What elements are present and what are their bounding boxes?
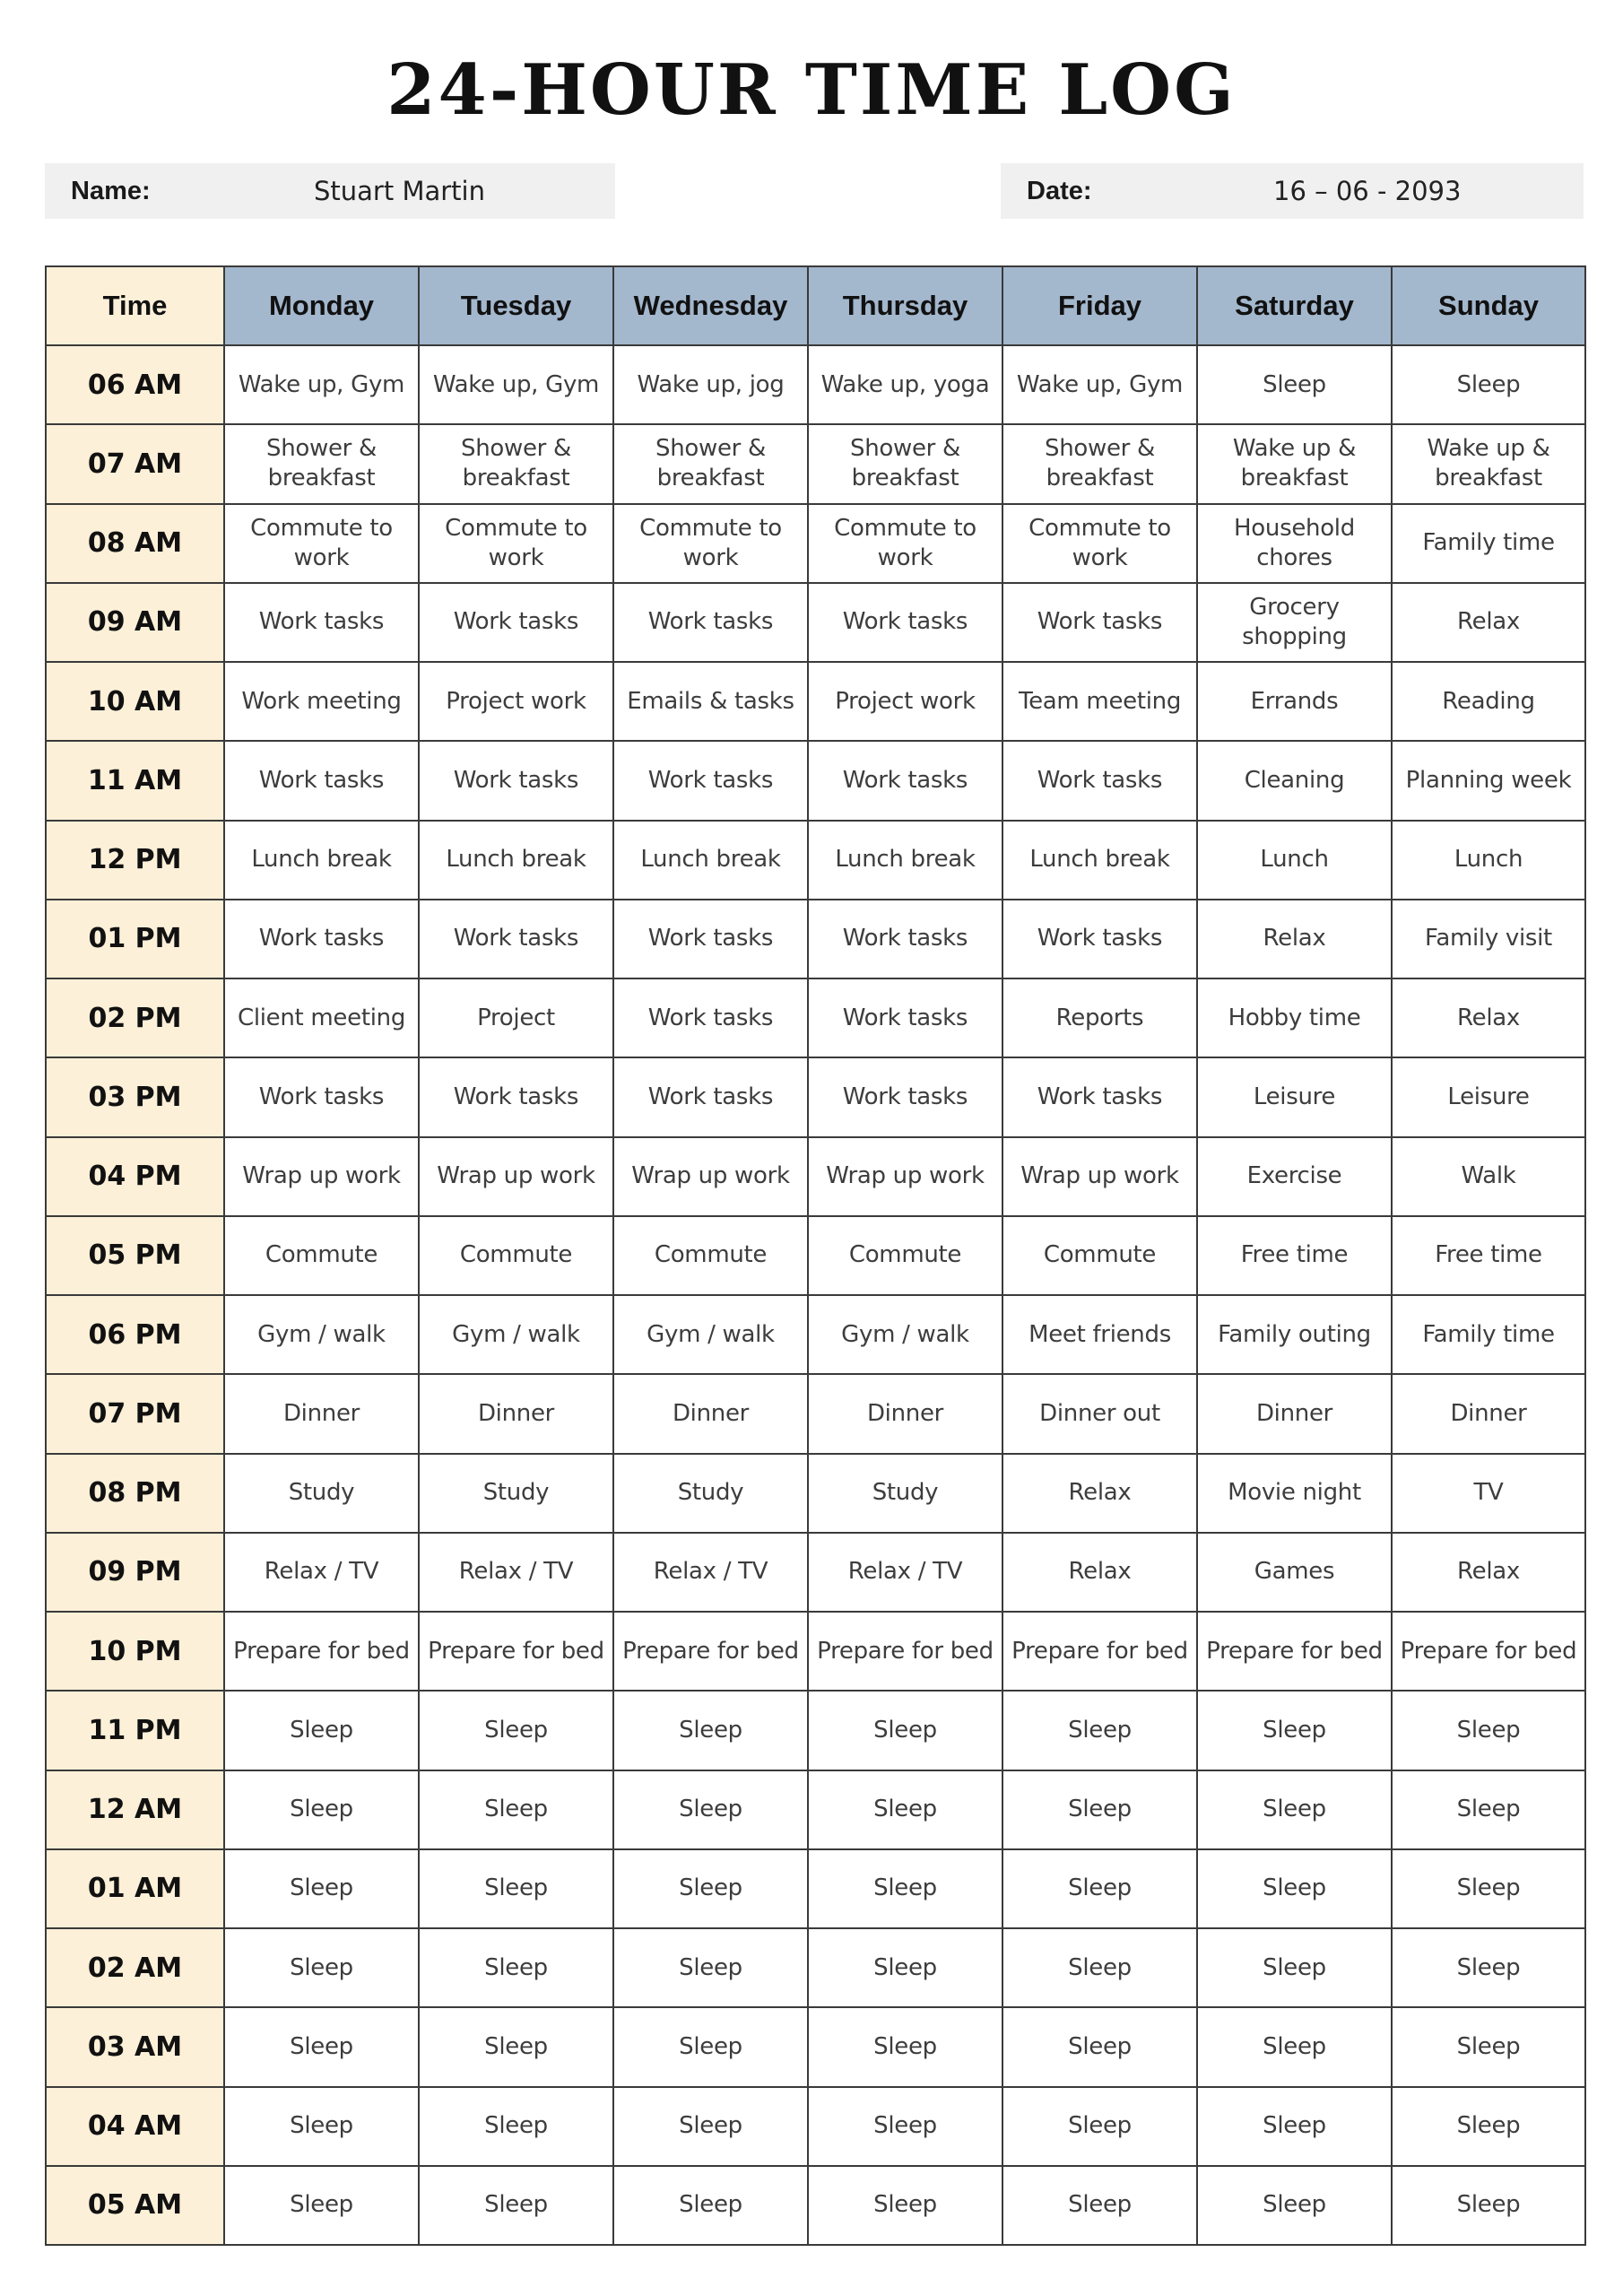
activity-cell: Work tasks [1002, 583, 1197, 662]
activity-cell: Study [613, 1454, 808, 1533]
activity-cell: Lunch [1197, 821, 1392, 900]
activity-cell: Sleep [1002, 1849, 1197, 1928]
date-value: 16 – 06 - 2093 [1273, 176, 1462, 206]
time-slot-label: 02 AM [46, 1928, 224, 2007]
activity-cell: Sleep [1002, 2166, 1197, 2245]
activity-cell: Wake up & breakfast [1392, 424, 1585, 503]
activity-cell: Dinner [419, 1374, 613, 1453]
time-log-table [45, 265, 1586, 2246]
activity-cell: Sleep [808, 2166, 1002, 2245]
activity-cell: Work tasks [1002, 900, 1197, 978]
activity-cell: Commute to work [808, 504, 1002, 583]
table-row [46, 504, 1585, 583]
activity-cell: Sleep [808, 1691, 1002, 1770]
activity-cell: Free time [1392, 1216, 1585, 1295]
name-label: Name: [71, 176, 151, 205]
activity-cell: Project [419, 978, 613, 1057]
activity-cell: Commute [419, 1216, 613, 1295]
activity-cell: Sleep [613, 1691, 808, 1770]
activity-cell: Project work [808, 662, 1002, 741]
activity-cell: Dinner [224, 1374, 419, 1453]
activity-cell: Sleep [1002, 1770, 1197, 1849]
table-row [46, 1454, 1585, 1533]
activity-cell: Sleep [1197, 1770, 1392, 1849]
table-row [46, 1849, 1585, 1928]
activity-cell: Wrap up work [419, 1137, 613, 1216]
table-row [46, 1137, 1585, 1216]
activity-cell: Relax / TV [613, 1533, 808, 1612]
activity-cell: Work tasks [613, 978, 808, 1057]
time-column-header: Time [46, 266, 224, 345]
activity-cell: Lunch [1392, 821, 1585, 900]
activity-cell: Movie night [1197, 1454, 1392, 1533]
activity-cell: Sleep [1197, 2166, 1392, 2245]
table-row [46, 1057, 1585, 1136]
activity-cell: Work tasks [224, 1057, 419, 1136]
day-header-friday: Friday [1002, 266, 1197, 345]
activity-cell: Sleep [613, 2087, 808, 2166]
activity-cell: Commute to work [419, 504, 613, 583]
time-slot-label: 01 PM [46, 900, 224, 978]
activity-cell: Client meeting [224, 978, 419, 1057]
activity-cell: Sleep [808, 1770, 1002, 1849]
activity-cell: Lunch break [1002, 821, 1197, 900]
activity-cell: Sleep [224, 1770, 419, 1849]
activity-cell: Work tasks [808, 583, 1002, 662]
activity-cell: Relax [1197, 900, 1392, 978]
activity-cell: Sleep [419, 2007, 613, 2086]
time-slot-label: 08 AM [46, 504, 224, 583]
table-row [46, 1928, 1585, 2007]
time-slot-label: 01 AM [46, 1849, 224, 1928]
activity-cell: Shower & breakfast [419, 424, 613, 503]
activity-cell: Sleep [1392, 1849, 1585, 1928]
table-row [46, 2166, 1585, 2245]
time-slot-label: 09 AM [46, 583, 224, 662]
activity-cell: Meet friends [1002, 1295, 1197, 1374]
time-slot-label: 06 AM [46, 345, 224, 424]
activity-cell: Commute [224, 1216, 419, 1295]
table-row [46, 345, 1585, 424]
activity-cell: Wake up, yoga [808, 345, 1002, 424]
activity-cell: Sleep [419, 1849, 613, 1928]
activity-cell: Lunch break [419, 821, 613, 900]
activity-cell: Family time [1392, 1295, 1585, 1374]
activity-cell: Work tasks [613, 1057, 808, 1136]
day-header-sunday: Sunday [1392, 266, 1585, 345]
activity-cell: Sleep [419, 1770, 613, 1849]
activity-cell: Work tasks [808, 1057, 1002, 1136]
activity-cell: Prepare for bed [1197, 1612, 1392, 1691]
activity-cell: Sleep [613, 2007, 808, 2086]
activity-cell: Leisure [1197, 1057, 1392, 1136]
activity-cell: Sleep [419, 2087, 613, 2166]
activity-cell: Lunch break [613, 821, 808, 900]
activity-cell: Sleep [1002, 1691, 1197, 1770]
activity-cell: Sleep [1197, 345, 1392, 424]
activity-cell: Reports [1002, 978, 1197, 1057]
activity-cell: Sleep [613, 1770, 808, 1849]
activity-cell: Dinner [1392, 1374, 1585, 1453]
activity-cell: Sleep [224, 1849, 419, 1928]
time-slot-label: 03 AM [46, 2007, 224, 2086]
table-row [46, 1295, 1585, 1374]
time-slot-label: 06 PM [46, 1295, 224, 1374]
table-row [46, 1533, 1585, 1612]
activity-cell: Sleep [808, 1849, 1002, 1928]
activity-cell: Work tasks [419, 583, 613, 662]
day-header-tuesday: Tuesday [419, 266, 613, 345]
activity-cell: Walk [1392, 1137, 1585, 1216]
activity-cell: Sleep [419, 1691, 613, 1770]
table-row [46, 662, 1585, 741]
time-slot-label: 04 PM [46, 1137, 224, 1216]
activity-cell: Relax [1392, 583, 1585, 662]
activity-cell: Sleep [1392, 2007, 1585, 2086]
activity-cell: Wake up, Gym [1002, 345, 1197, 424]
time-slot-label: 07 PM [46, 1374, 224, 1453]
activity-cell: Commute to work [224, 504, 419, 583]
activity-cell: Dinner [613, 1374, 808, 1453]
activity-cell: Leisure [1392, 1057, 1585, 1136]
activity-cell: Wrap up work [808, 1137, 1002, 1216]
activity-cell: Commute to work [613, 504, 808, 583]
activity-cell: Prepare for bed [419, 1612, 613, 1691]
activity-cell: Sleep [224, 2166, 419, 2245]
activity-cell: Wrap up work [613, 1137, 808, 1216]
activity-cell: TV [1392, 1454, 1585, 1533]
table-row [46, 2087, 1585, 2166]
table-row [46, 1612, 1585, 1691]
activity-cell: Lunch break [224, 821, 419, 900]
activity-cell: Sleep [419, 1928, 613, 2007]
activity-cell: Dinner [808, 1374, 1002, 1453]
activity-cell: Wake up, jog [613, 345, 808, 424]
activity-cell: Team meeting [1002, 662, 1197, 741]
activity-cell: Commute [1002, 1216, 1197, 1295]
day-header-wednesday: Wednesday [613, 266, 808, 345]
activity-cell: Grocery shopping [1197, 583, 1392, 662]
page-title: 24-HOUR TIME LOG [386, 49, 1237, 131]
activity-cell: Sleep [1197, 2087, 1392, 2166]
activity-cell: Relax / TV [808, 1533, 1002, 1612]
name-field [45, 163, 615, 219]
activity-cell: Work tasks [613, 583, 808, 662]
activity-cell: Family visit [1392, 900, 1585, 978]
table-body [46, 345, 1585, 2245]
activity-cell: Household chores [1197, 504, 1392, 583]
activity-cell: Exercise [1197, 1137, 1392, 1216]
activity-cell: Wake up, Gym [419, 345, 613, 424]
activity-cell: Commute to work [1002, 504, 1197, 583]
activity-cell: Sleep [1197, 1691, 1392, 1770]
activity-cell: Work tasks [419, 1057, 613, 1136]
activity-cell: Sleep [1197, 1928, 1392, 2007]
activity-cell: Dinner out [1002, 1374, 1197, 1453]
table-row [46, 424, 1585, 503]
activity-cell: Hobby time [1197, 978, 1392, 1057]
activity-cell: Work tasks [808, 978, 1002, 1057]
activity-cell: Sleep [808, 1928, 1002, 2007]
activity-cell: Prepare for bed [1392, 1612, 1585, 1691]
table-row [46, 821, 1585, 900]
activity-cell: Commute [613, 1216, 808, 1295]
activity-cell: Sleep [808, 2087, 1002, 2166]
time-slot-label: 02 PM [46, 978, 224, 1057]
activity-cell: Sleep [1002, 1928, 1197, 2007]
day-header-monday: Monday [224, 266, 419, 345]
time-slot-label: 11 AM [46, 741, 224, 820]
activity-cell: Work tasks [1002, 1057, 1197, 1136]
activity-cell: Project work [419, 662, 613, 741]
activity-cell: Sleep [224, 1928, 419, 2007]
time-slot-label: 10 AM [46, 662, 224, 741]
table-row [46, 1691, 1585, 1770]
table-row [46, 1216, 1585, 1295]
activity-cell: Sleep [1002, 2007, 1197, 2086]
activity-cell: Study [808, 1454, 1002, 1533]
time-slot-label: 03 PM [46, 1057, 224, 1136]
table-row [46, 1770, 1585, 1849]
table-row [46, 583, 1585, 662]
day-header-thursday: Thursday [808, 266, 1002, 345]
activity-cell: Shower & breakfast [613, 424, 808, 503]
activity-cell: Work tasks [224, 741, 419, 820]
table-row [46, 978, 1585, 1057]
activity-cell: Shower & breakfast [808, 424, 1002, 503]
activity-cell: Relax [1392, 978, 1585, 1057]
activity-cell: Work meeting [224, 662, 419, 741]
activity-cell: Work tasks [613, 900, 808, 978]
activity-cell: Prepare for bed [1002, 1612, 1197, 1691]
activity-cell: Planning week [1392, 741, 1585, 820]
activity-cell: Shower & breakfast [224, 424, 419, 503]
date-field [1001, 163, 1584, 219]
activity-cell: Family time [1392, 504, 1585, 583]
activity-cell: Sleep [1197, 2007, 1392, 2086]
activity-cell: Commute [808, 1216, 1002, 1295]
activity-cell: Relax [1002, 1454, 1197, 1533]
activity-cell: Shower & breakfast [1002, 424, 1197, 503]
activity-cell: Prepare for bed [808, 1612, 1002, 1691]
activity-cell: Relax [1392, 1533, 1585, 1612]
activity-cell: Wrap up work [1002, 1137, 1197, 1216]
time-slot-label: 04 AM [46, 2087, 224, 2166]
activity-cell: Sleep [224, 2007, 419, 2086]
activity-cell: Sleep [1392, 1928, 1585, 2007]
activity-cell: Sleep [1392, 1770, 1585, 1849]
activity-cell: Gym / walk [613, 1295, 808, 1374]
activity-cell: Relax [1002, 1533, 1197, 1612]
activity-cell: Wake up, Gym [224, 345, 419, 424]
activity-cell: Games [1197, 1533, 1392, 1612]
activity-cell: Work tasks [419, 741, 613, 820]
activity-cell: Emails & tasks [613, 662, 808, 741]
day-header-saturday: Saturday [1197, 266, 1392, 345]
activity-cell: Lunch break [808, 821, 1002, 900]
activity-cell: Wake up & breakfast [1197, 424, 1392, 503]
activity-cell: Sleep [224, 1691, 419, 1770]
activity-cell: Free time [1197, 1216, 1392, 1295]
name-value: Stuart Martin [314, 176, 485, 206]
activity-cell: Wrap up work [224, 1137, 419, 1216]
activity-cell: Cleaning [1197, 741, 1392, 820]
time-slot-label: 09 PM [46, 1533, 224, 1612]
activity-cell: Sleep [613, 2166, 808, 2245]
time-slot-label: 05 AM [46, 2166, 224, 2245]
activity-cell: Work tasks [1002, 741, 1197, 820]
activity-cell: Work tasks [808, 741, 1002, 820]
table-row [46, 900, 1585, 978]
table-row [46, 741, 1585, 820]
activity-cell: Prepare for bed [613, 1612, 808, 1691]
activity-cell: Dinner [1197, 1374, 1392, 1453]
table-header [46, 266, 1585, 345]
activity-cell: Relax / TV [419, 1533, 613, 1612]
activity-cell: Work tasks [419, 900, 613, 978]
activity-cell: Gym / walk [224, 1295, 419, 1374]
activity-cell: Study [224, 1454, 419, 1533]
activity-cell: Study [419, 1454, 613, 1533]
activity-cell: Sleep [1392, 2166, 1585, 2245]
activity-cell: Sleep [1392, 2087, 1585, 2166]
time-slot-label: 10 PM [46, 1612, 224, 1691]
activity-cell: Gym / walk [419, 1295, 613, 1374]
table-row [46, 1374, 1585, 1453]
activity-cell: Sleep [1392, 345, 1585, 424]
activity-cell: Sleep [1002, 2087, 1197, 2166]
time-slot-label: 07 AM [46, 424, 224, 503]
activity-cell: Sleep [613, 1849, 808, 1928]
activity-cell: Gym / walk [808, 1295, 1002, 1374]
activity-cell: Work tasks [808, 900, 1002, 978]
table-row [46, 2007, 1585, 2086]
header-row [46, 266, 1585, 345]
activity-cell: Prepare for bed [224, 1612, 419, 1691]
activity-cell: Sleep [419, 2166, 613, 2245]
time-slot-label: 12 AM [46, 1770, 224, 1849]
activity-cell: Sleep [1392, 1691, 1585, 1770]
activity-cell: Sleep [808, 2007, 1002, 2086]
time-slot-label: 12 PM [46, 821, 224, 900]
activity-cell: Sleep [224, 2087, 419, 2166]
activity-cell: Relax / TV [224, 1533, 419, 1612]
time-slot-label: 11 PM [46, 1691, 224, 1770]
time-slot-label: 05 PM [46, 1216, 224, 1295]
activity-cell: Work tasks [224, 583, 419, 662]
activity-cell: Sleep [1197, 1849, 1392, 1928]
activity-cell: Work tasks [613, 741, 808, 820]
time-slot-label: 08 PM [46, 1454, 224, 1533]
activity-cell: Sleep [613, 1928, 808, 2007]
activity-cell: Errands [1197, 662, 1392, 741]
activity-cell: Reading [1392, 662, 1585, 741]
activity-cell: Family outing [1197, 1295, 1392, 1374]
date-label: Date: [1027, 176, 1092, 205]
activity-cell: Work tasks [224, 900, 419, 978]
